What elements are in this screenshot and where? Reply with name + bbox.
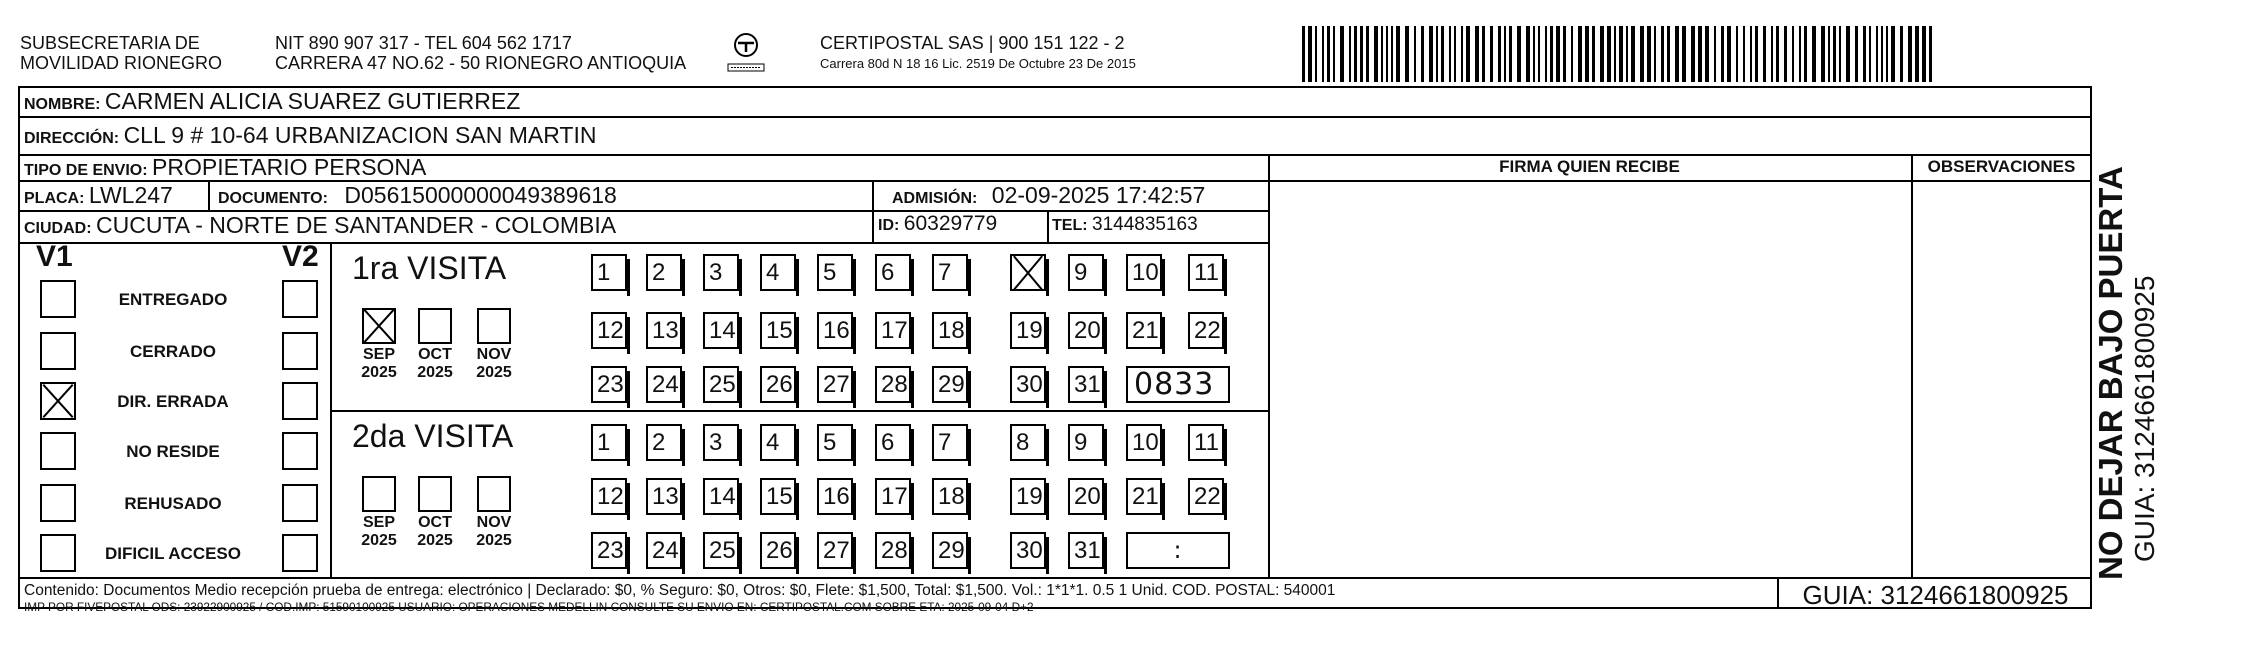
day-box[interactable]: 2 (646, 254, 682, 291)
day-box[interactable]: 22 (1188, 312, 1224, 349)
day-box[interactable]: 21 (1126, 312, 1162, 349)
day-box[interactable]: 30 (1010, 532, 1046, 569)
nit-line: NIT 890 907 317 - TEL 604 562 1717 (275, 33, 572, 53)
nombre-value: CARMEN ALICIA SUAREZ GUTIERREZ (104, 88, 521, 114)
barcode-bar (1804, 26, 1807, 82)
month-checkbox[interactable] (362, 308, 396, 344)
day-box[interactable]: 17 (875, 478, 911, 515)
observations-area[interactable] (1913, 182, 2091, 576)
barcode-bar (1714, 26, 1716, 82)
barcode-bar (1839, 26, 1841, 82)
barcode-bar (1784, 26, 1787, 82)
status-label: DIR. ERRADA (117, 392, 229, 411)
v1-checkbox[interactable] (40, 332, 76, 370)
barcode-bar (1647, 26, 1651, 82)
barcode-bar (1482, 26, 1485, 82)
barcode-bar (1776, 26, 1779, 82)
placa-field (24, 182, 173, 209)
direccion-row (24, 122, 596, 149)
month-name: OCT (418, 346, 452, 363)
day-box[interactable]: 20 (1068, 312, 1104, 349)
day-box[interactable]: 8 (1010, 424, 1046, 461)
barcode-bar (1750, 26, 1752, 82)
day-box[interactable]: 13 (646, 478, 682, 515)
day-box[interactable]: 1 (591, 424, 627, 461)
barcode-bar (1691, 26, 1695, 82)
v2-checkbox[interactable] (282, 484, 318, 522)
visit1-title: 1ra VISITA (352, 250, 507, 286)
month-label (466, 514, 522, 550)
v1-checkbox[interactable] (40, 534, 76, 572)
barcode-bar (1763, 26, 1766, 82)
v1-checkbox[interactable] (40, 382, 76, 420)
day-box[interactable]: 27 (817, 532, 853, 569)
barcode-bar (1396, 26, 1400, 82)
month-year: 2025 (417, 364, 453, 381)
barcode-bar (1619, 26, 1623, 82)
barcode-bar (1315, 26, 1317, 82)
side-guia: GUIA: 3124661800925 (2129, 275, 2160, 562)
month-checkbox[interactable] (418, 308, 452, 344)
month-label (351, 346, 407, 382)
month-name: SEP (362, 346, 395, 363)
day-box[interactable]: 14 (703, 478, 739, 515)
day-box[interactable]: 25 (703, 366, 739, 403)
barcode-bar (1661, 26, 1664, 82)
barcode-bar (1821, 26, 1825, 82)
month-year: 2025 (361, 364, 397, 381)
tracking-barcode (1302, 26, 1932, 82)
day-box[interactable]: 23 (591, 532, 627, 569)
day-box[interactable]: 23 (591, 366, 627, 403)
barcode-bar (1799, 26, 1801, 82)
barcode-bar (1429, 26, 1433, 82)
signature-area[interactable] (1270, 182, 1910, 576)
ciudad-label: CIUDAD: (24, 220, 92, 237)
barcode-bar (1302, 26, 1305, 82)
day-box[interactable]: 15 (760, 478, 796, 515)
barcode-bar (1333, 26, 1335, 82)
day-box[interactable]: 30 (1010, 366, 1046, 403)
barcode-bar (1405, 26, 1409, 82)
barcode-bar (1421, 26, 1424, 82)
barcode-bar (1526, 26, 1530, 82)
month-year: 2025 (417, 532, 453, 549)
day-box[interactable]: 1 (591, 254, 627, 291)
day-box[interactable]: 14 (703, 312, 739, 349)
barcode-bar (1386, 26, 1388, 82)
observaciones-header: OBSERVACIONES (1927, 157, 2076, 176)
barcode-bar (1449, 26, 1451, 82)
day-box[interactable]: 11 (1188, 424, 1224, 461)
barcode-bar (1828, 26, 1830, 82)
day-box[interactable]: 10 (1126, 424, 1162, 461)
barcode-bar (1675, 26, 1679, 82)
courier-line-1: CERTIPOSTAL SAS | 900 151 122 - 2 (820, 33, 1125, 53)
day-box[interactable]: 6 (875, 424, 911, 461)
day-box[interactable]: 29 (932, 532, 968, 569)
barcode-bar (1626, 26, 1628, 82)
month-year: 2025 (476, 364, 512, 381)
courier-line-2: Carrera 80d N 18 16 Lic. 2519 De Octubre 23 De 2015 (820, 56, 1136, 71)
day-box[interactable]: 29 (932, 366, 968, 403)
barcode-bar (1322, 26, 1324, 82)
barcode-bar (1545, 26, 1547, 82)
month-label (407, 346, 463, 382)
v2-checkbox[interactable] (282, 382, 318, 420)
barcode-bar (1667, 26, 1670, 82)
v2-checkbox[interactable] (282, 332, 318, 370)
day-box[interactable]: 12 (591, 478, 627, 515)
day-box[interactable]: 2 (646, 424, 682, 461)
day-box[interactable]: 24 (646, 366, 682, 403)
barcode-bar (1900, 26, 1903, 82)
status-label: REHUSADO (124, 494, 222, 513)
day-box[interactable]: 15 (760, 312, 796, 349)
barcode-bar (1475, 26, 1479, 82)
org-line-1: SUBSECRETARIA DE (20, 33, 200, 53)
barcode-bar (1436, 26, 1438, 82)
barcode-bar (1846, 26, 1850, 82)
status-label: CERRADO (130, 342, 216, 361)
month-checkbox[interactable] (418, 476, 452, 512)
placa-value: LWL247 (88, 182, 173, 208)
id-field (878, 212, 997, 236)
barcode-bar (1736, 26, 1738, 82)
barcode-bar (1578, 26, 1582, 82)
direccion-label: DIRECCIÓN: (24, 130, 120, 147)
tipo-envio-row (24, 154, 426, 181)
barcode-bar (1556, 26, 1560, 82)
barcode-bar (1308, 26, 1312, 82)
v1-checkbox[interactable] (40, 432, 76, 470)
month-name: SEP (362, 514, 395, 531)
day-box[interactable]: 31 (1068, 532, 1104, 569)
barcode-bar (1792, 26, 1794, 82)
barcode-bar (1631, 26, 1635, 82)
day-box[interactable]: 26 (760, 532, 796, 569)
day-box[interactable]: 10 (1126, 254, 1162, 291)
v2-header: V2 (282, 240, 319, 273)
footer-guia: GUIA: 3124661800925 (1802, 580, 2069, 610)
admision-label: ADMISIÓN: (892, 190, 978, 207)
barcode-bar (1600, 26, 1604, 82)
admision-field (892, 182, 1205, 209)
documento-label: DOCUMENTO: (218, 190, 328, 207)
documento-value: D05615000000049389618 (344, 182, 617, 208)
barcode-bar (1891, 26, 1895, 82)
day-box[interactable]: 5 (817, 424, 853, 461)
barcode-bar (1705, 26, 1709, 82)
tipo-envio-label: TIPO DE ENVIO: (24, 162, 148, 179)
barcode-bar (1349, 26, 1351, 82)
month-year: 2025 (476, 532, 512, 549)
barcode-bar (1863, 26, 1866, 82)
day-box[interactable]: 4 (760, 254, 796, 291)
barcode-bar (1727, 26, 1731, 82)
barcode-bar (1929, 26, 1932, 82)
day-box[interactable]: 16 (817, 312, 853, 349)
placa-label: PLACA: (24, 190, 85, 207)
barcode-bar (1533, 26, 1535, 82)
day-box[interactable]: 3 (703, 424, 739, 461)
barcode-bar (1340, 26, 1344, 82)
barcode-bar (1374, 26, 1378, 82)
day-box[interactable]: 7 (932, 424, 968, 461)
v2-checkbox[interactable] (282, 432, 318, 470)
barcode-bar (1360, 26, 1363, 82)
certipostal-logo-icon (726, 30, 766, 76)
barcode-bar (1592, 26, 1595, 82)
barcode-bar (1640, 26, 1644, 82)
month-checkbox[interactable] (477, 308, 511, 344)
month-checkbox[interactable] (477, 476, 511, 512)
org-line-2: MOVILIDAD RIONEGRO (20, 53, 223, 73)
barcode-bar (1563, 26, 1566, 82)
barcode-bar (1922, 26, 1926, 82)
barcode-bar (1833, 26, 1836, 82)
footer-imp-info: IMP POR FIVEPOSTAL ODS: 23922900925 / COD.IMP: 51590100925 USUARIO: OPERACIONES MEDELLIN CONSULTE SU ENVIO EN: CERTIPOSTAL.COM SOBRE ETA: 2025-09-04 D+2 (24, 600, 1034, 614)
v1-header: V1 (36, 240, 73, 273)
firma-header: FIRMA QUIEN RECIBE (1499, 157, 1680, 176)
month-checkbox[interactable] (362, 476, 396, 512)
barcode-bar (1607, 26, 1611, 82)
barcode-bar (1743, 26, 1745, 82)
day-box[interactable]: 16 (817, 478, 853, 515)
footer-contenido: Contenido: Documentos Medio recepción prueba de entrega: electrónico | Declarado: $0, % Seguro: $0, Otros: $0, Flete: $1,500, Total: $1,500. Vol.: 1*1*1. 0.5 1 Unid. COD. POSTAL: 540001 (24, 582, 1336, 599)
nombre-row (24, 88, 520, 115)
barcode-bar (1490, 26, 1493, 82)
barcode-bar (1876, 26, 1878, 82)
barcode-bar (1571, 26, 1573, 82)
barcode-bar (1869, 26, 1871, 82)
barcode-bar (1771, 26, 1773, 82)
day-box[interactable]: 25 (703, 532, 739, 569)
barcode-bar (1466, 26, 1470, 82)
v2-checkbox[interactable] (282, 280, 318, 318)
barcode-bar (1614, 26, 1616, 82)
month-year: 2025 (361, 532, 397, 549)
v2-checkbox[interactable] (282, 534, 318, 572)
ciudad-value: CUCUTA - NORTE DE SANTANDER - COLOMBIA (96, 212, 617, 238)
barcode-bar (1915, 26, 1919, 82)
nombre-label: NOMBRE: (24, 96, 101, 113)
ciudad-row (24, 212, 616, 239)
visit2-title: 2da VISITA (352, 418, 514, 454)
status-label: DIFICIL ACCESO (104, 544, 241, 563)
day-box[interactable]: 17 (875, 312, 911, 349)
month-label (466, 346, 522, 382)
tel-label: TEL: (1052, 217, 1088, 234)
barcode-bar (1504, 26, 1506, 82)
day-box[interactable]: 27 (817, 366, 853, 403)
day-box[interactable]: 22 (1188, 478, 1224, 515)
barcode-bar (1550, 26, 1553, 82)
barcode-bar (1461, 26, 1463, 82)
month-name: OCT (418, 514, 452, 531)
courier-info (820, 33, 1136, 72)
day-box[interactable]: 11 (1188, 254, 1224, 291)
day-box[interactable]: 24 (646, 532, 682, 569)
barcode-bar (1755, 26, 1758, 82)
barcode-bar (1855, 26, 1858, 82)
barcode-bar (1454, 26, 1456, 82)
barcode-bar (1721, 26, 1724, 82)
day-box[interactable]: 18 (932, 312, 968, 349)
hour-box[interactable]: : (1126, 532, 1230, 569)
day-box[interactable]: 20 (1068, 478, 1104, 515)
day-box[interactable]: 9 (1068, 254, 1104, 291)
id-value: 60329779 (903, 212, 998, 235)
day-box[interactable]: 9 (1068, 424, 1104, 461)
day-box[interactable]: 26 (760, 366, 796, 403)
barcode-bar (1538, 26, 1540, 82)
day-box[interactable]: 21 (1126, 478, 1162, 515)
day-box[interactable]: 6 (875, 254, 911, 291)
month-label (407, 514, 463, 550)
day-box[interactable]: 4 (760, 424, 796, 461)
day-box[interactable]: 28 (875, 366, 911, 403)
day-box[interactable]: 19 (1010, 312, 1046, 349)
day-box[interactable]: 13 (646, 312, 682, 349)
barcode-bar (1812, 26, 1816, 82)
barcode-bar (1585, 26, 1589, 82)
org-contact (275, 33, 686, 73)
month-name: NOV (476, 346, 512, 363)
tipo-envio-value: PROPIETARIO PERSONA (152, 154, 427, 180)
day-box[interactable]: 12 (591, 312, 627, 349)
barcode-bar (1366, 26, 1369, 82)
status-label: ENTREGADO (118, 290, 228, 309)
day-box[interactable]: 3 (703, 254, 739, 291)
day-box[interactable]: 19 (1010, 478, 1046, 515)
barcode-bar (1327, 26, 1330, 82)
v1-checkbox[interactable] (40, 484, 76, 522)
day-box[interactable]: 28 (875, 532, 911, 569)
status-label: NO RESIDE (126, 442, 220, 461)
month-label (351, 514, 407, 550)
barcode-bar (1908, 26, 1912, 82)
v1-checkbox[interactable] (40, 280, 76, 318)
address-line: CARRERA 47 NO.62 - 50 RIONEGRO ANTIOQUIA (275, 53, 687, 73)
day-box[interactable] (1010, 254, 1046, 291)
barcode-bar (1391, 26, 1393, 82)
day-box[interactable]: 18 (932, 478, 968, 515)
day-box[interactable]: 5 (817, 254, 853, 291)
barcode-bar (1354, 26, 1357, 82)
side-text (2093, 166, 2161, 580)
barcode-bar (1886, 26, 1888, 82)
tel-field (1052, 214, 1198, 236)
barcode-bar (1509, 26, 1512, 82)
barcode-bar (1698, 26, 1702, 82)
barcode-bar (1414, 26, 1416, 82)
barcode-bar (1441, 26, 1444, 82)
admision-value: 02-09-2025 17:42:57 (991, 182, 1206, 208)
barcode-bar (1682, 26, 1686, 82)
barcode-bar (1517, 26, 1521, 82)
day-box[interactable]: 7 (932, 254, 968, 291)
documento-field (218, 182, 617, 209)
barcode-bar (1381, 26, 1383, 82)
side-warning: NO DEJAR BAJO PUERTA (2092, 166, 2129, 580)
barcode-bar (1498, 26, 1501, 82)
barcode-bar (1654, 26, 1656, 82)
tel-value: 3144835163 (1092, 214, 1198, 235)
org-name (20, 33, 222, 73)
direccion-value: CLL 9 # 10-64 URBANIZACION SAN MARTIN (123, 122, 597, 148)
hour-box[interactable]: 0833 (1126, 366, 1230, 403)
month-name: NOV (476, 514, 512, 531)
id-label: ID: (878, 217, 900, 234)
day-box[interactable]: 31 (1068, 366, 1104, 403)
barcode-bar (1881, 26, 1883, 82)
